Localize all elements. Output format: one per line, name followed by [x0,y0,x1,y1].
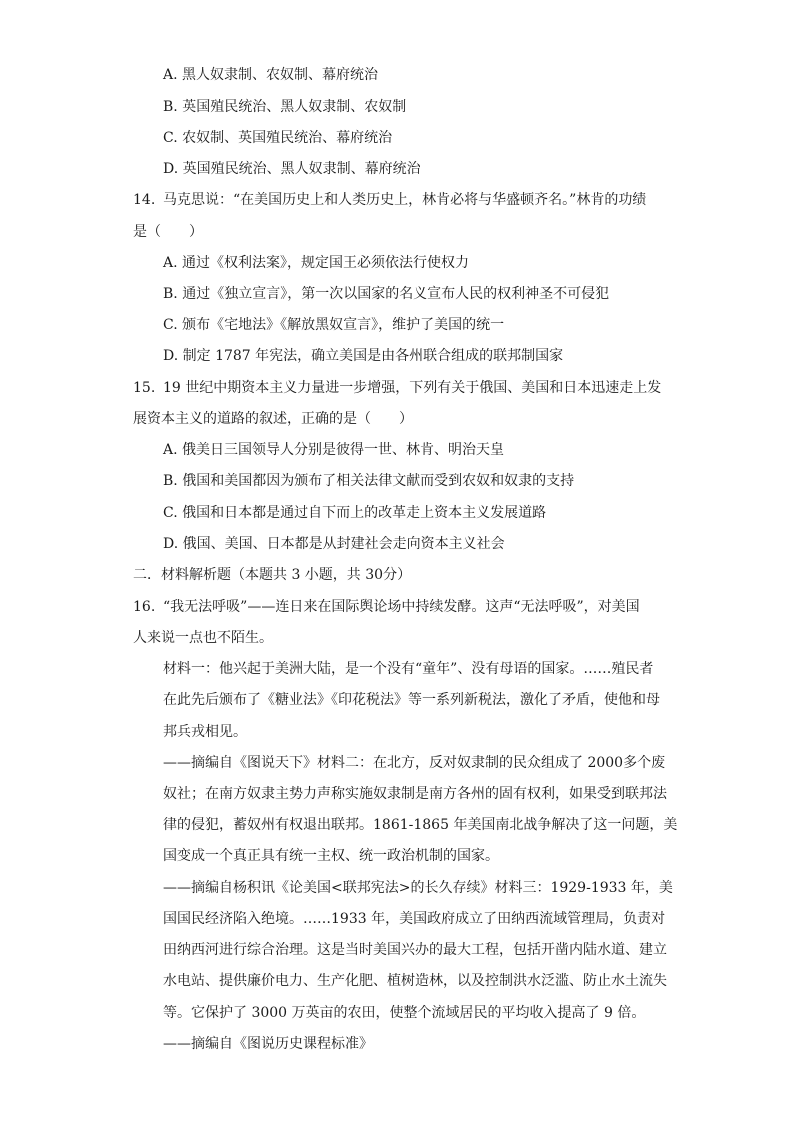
q16-line-4: 在此先后颁布了《糖业法》《印花税法》等一系列新税法，激化了矛盾，使他和母 [163,692,660,708]
q13-option-b: B. 英国殖民统治、黑人奴隶制、农奴制 [163,99,407,115]
q16-line-10: ——摘编自杨积讯《论美国<联邦宪法>的长久存续》材料三：1929-1933 年，美 [163,880,673,896]
q15-stem-line2: 展资本主义的道路的叙述，正确的是（ ） [133,411,413,427]
q14-stem-line1: 马克思说：“在美国历史上和人类历史上，林肯必将与华盛顿齐名。”林肯的功绩 [163,192,647,208]
q15-stem-line1: 19 世纪中期资本主义力量进一步增强，下列有关于俄国、美国和日本迅速走上发 [163,380,662,396]
q16-line-1: “我无法呼吸”——连日来在国际舆论场中持续发酵。这声“无法呼吸”，对美国 [163,599,640,615]
q14-option-a: A. 通过《权利法案》，规定国王必须依法行使权力 [163,255,470,271]
q14-stem-line2: 是（ ） [133,224,203,240]
q16-line-12: 田纳西河进行综合治理。这是当时美国兴办的最大工程，包括开凿内陆水道、建立 [163,942,667,958]
q14-number: 14. [133,192,156,208]
q16-line-9: 国变成一个真正具有统一主权、统一政治机制的国家。 [163,848,499,864]
q16-line-6: ——摘编自《图说天下》材料二：在北方，反对奴隶制的民众组成了 2000多个废 [163,755,666,771]
q15-option-d: D. 俄国、美国、日本都是从封建社会走向资本主义社会 [163,536,505,552]
q16-number: 16. [133,599,156,615]
q16-line-5: 邦兵戎相见。 [163,724,247,740]
q15-option-c: C. 俄国和日本都是通过自下而上的改革走上资本主义发展道路 [163,505,547,521]
q13-option-a: A. 黑人奴隶制、农奴制、幕府统治 [163,67,379,83]
q16-line-14: 等。它保护了 3000 万英亩的农田，使整个流域居民的平均收入提高了 9 倍。 [163,1005,646,1021]
q13-option-c: C. 农奴制、英国殖民统治、幕府统治 [163,130,393,146]
q16-line-13: 水电站、提供廉价电力、生产化肥、植树造林，以及控制洪水泛滥、防止水土流失 [163,973,667,989]
q16-line-3: 材料一：他兴起于美洲大陆，是一个没有“童年”、没有母语的国家。……殖民者 [163,661,654,677]
q16-line-15: ——摘编自《图说历史课程标准》 [163,1036,373,1052]
section-heading: 二．材料解析题（本题共 3 小题，共 30分） [133,567,412,583]
q16-line-2: 人来说一点也不陌生。 [133,630,273,646]
q15-option-a: A. 俄美日三国领导人分别是彼得一世、林肯、明治天皇 [163,442,505,458]
q15-number: 15. [133,380,156,396]
q14-option-c: C. 颁布《宅地法》《解放黑奴宣言》，维护了美国的统一 [163,317,505,333]
q16-line-11: 国国民经济陷入绝境。……1933 年，美国政府成立了田纳西流域管理局，负责对 [163,911,666,927]
q16-line-7: 奴社；在南方奴隶主势力声称实施奴隶制是南方各州的固有权利，如果受到联邦法 [163,786,667,802]
q16-line-8: 律的侵犯，蓄奴州有权退出联邦。1861-1865 年美国南北战争解决了这一问题，美 [163,817,678,833]
q14-option-b: B. 通过《独立宣言》，第一次以国家的名义宣布人民的权利神圣不可侵犯 [163,286,610,302]
q15-option-b: B. 俄国和美国都因为颁布了相关法律文献而受到农奴和奴隶的支持 [163,473,575,489]
q13-option-d: D. 英国殖民统治、黑人奴隶制、幕府统治 [163,161,421,177]
q14-option-d: D. 制定 1787 年宪法，确立美国是由各州联合组成的联邦制国家 [163,348,564,364]
